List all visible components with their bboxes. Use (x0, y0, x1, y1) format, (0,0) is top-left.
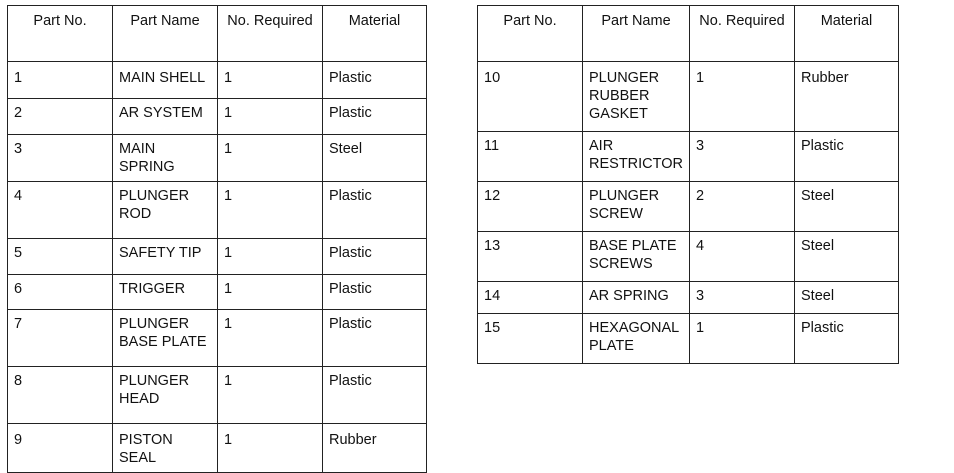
cell-part-name: PLUNGER BASE PLATE (113, 310, 218, 367)
cell-material: Plastic (323, 62, 427, 99)
header-part-name: Part Name (113, 6, 218, 62)
cell-part-name: TRIGGER (113, 275, 218, 310)
cell-part-name: PLUNGER SCREW (583, 182, 690, 232)
table-row (8, 275, 427, 310)
table-row (8, 135, 427, 182)
cell-part-no: 15 (478, 314, 583, 364)
cell-no-required: 1 (218, 99, 323, 135)
cell-part-name: PLUNGER ROD (113, 182, 218, 239)
cell-material: Steel (323, 135, 427, 182)
cell-part-no: 2 (8, 99, 113, 135)
table-header-row (478, 6, 899, 62)
cell-material: Plastic (795, 132, 899, 182)
cell-no-required: 1 (218, 310, 323, 367)
cell-no-required: 1 (218, 367, 323, 424)
cell-part-no: 10 (478, 62, 583, 132)
cell-part-no: 8 (8, 367, 113, 424)
cell-material: Plastic (323, 310, 427, 367)
cell-no-required: 1 (218, 275, 323, 310)
cell-part-name: MAIN SPRING (113, 135, 218, 182)
table-row (8, 62, 427, 99)
cell-material: Steel (795, 232, 899, 282)
table-row (8, 367, 427, 424)
cell-part-no: 1 (8, 62, 113, 99)
cell-part-no: 14 (478, 282, 583, 314)
cell-material: Plastic (323, 367, 427, 424)
cell-part-no: 13 (478, 232, 583, 282)
cell-no-required: 1 (218, 182, 323, 239)
cell-no-required: 1 (218, 239, 323, 275)
cell-material: Rubber (795, 62, 899, 132)
cell-no-required: 3 (690, 282, 795, 314)
cell-no-required: 1 (690, 62, 795, 132)
table-row (8, 99, 427, 135)
cell-no-required: 4 (690, 232, 795, 282)
header-part-no: Part No. (478, 6, 583, 62)
table-row (478, 182, 899, 232)
header-material: Material (323, 6, 427, 62)
table-row (478, 314, 899, 364)
table-row (478, 282, 899, 314)
cell-no-required: 1 (690, 314, 795, 364)
cell-no-required: 3 (690, 132, 795, 182)
cell-no-required: 1 (218, 424, 323, 473)
cell-part-name: PLUNGER RUBBER GASKET (583, 62, 690, 132)
table-row (8, 424, 427, 473)
table-row (478, 232, 899, 282)
parts-table-right (477, 5, 899, 364)
cell-no-required: 1 (218, 62, 323, 99)
header-no-required: No. Required (218, 6, 323, 62)
cell-material: Steel (795, 282, 899, 314)
table-row (478, 132, 899, 182)
parts-table-left (7, 5, 427, 473)
cell-part-name: AR SPRING (583, 282, 690, 314)
cell-material: Plastic (323, 239, 427, 275)
cell-part-name: AR SYSTEM (113, 99, 218, 135)
cell-part-no: 6 (8, 275, 113, 310)
cell-material: Plastic (323, 99, 427, 135)
cell-part-no: 5 (8, 239, 113, 275)
cell-material: Plastic (795, 314, 899, 364)
cell-part-no: 12 (478, 182, 583, 232)
header-no-required: No. Required (690, 6, 795, 62)
header-part-name: Part Name (583, 6, 690, 62)
cell-part-no: 3 (8, 135, 113, 182)
cell-no-required: 1 (218, 135, 323, 182)
cell-part-name: MAIN SHELL (113, 62, 218, 99)
table-header-row (8, 6, 427, 62)
cell-part-no: 11 (478, 132, 583, 182)
cell-part-name: HEXAGONAL PLATE (583, 314, 690, 364)
cell-material: Plastic (323, 182, 427, 239)
table-row (8, 182, 427, 239)
cell-part-name: SAFETY TIP (113, 239, 218, 275)
header-part-no: Part No. (8, 6, 113, 62)
table-row (8, 310, 427, 367)
cell-part-name: BASE PLATE SCREWS (583, 232, 690, 282)
cell-part-name: PISTON SEAL (113, 424, 218, 473)
table-row (478, 62, 899, 132)
cell-material: Plastic (323, 275, 427, 310)
cell-material: Steel (795, 182, 899, 232)
cell-part-name: PLUNGER HEAD (113, 367, 218, 424)
table-row (8, 239, 427, 275)
cell-part-name: AIR RESTRICTOR (583, 132, 690, 182)
header-material: Material (795, 6, 899, 62)
cell-part-no: 7 (8, 310, 113, 367)
cell-no-required: 2 (690, 182, 795, 232)
cell-part-no: 4 (8, 182, 113, 239)
cell-material: Rubber (323, 424, 427, 473)
cell-part-no: 9 (8, 424, 113, 473)
